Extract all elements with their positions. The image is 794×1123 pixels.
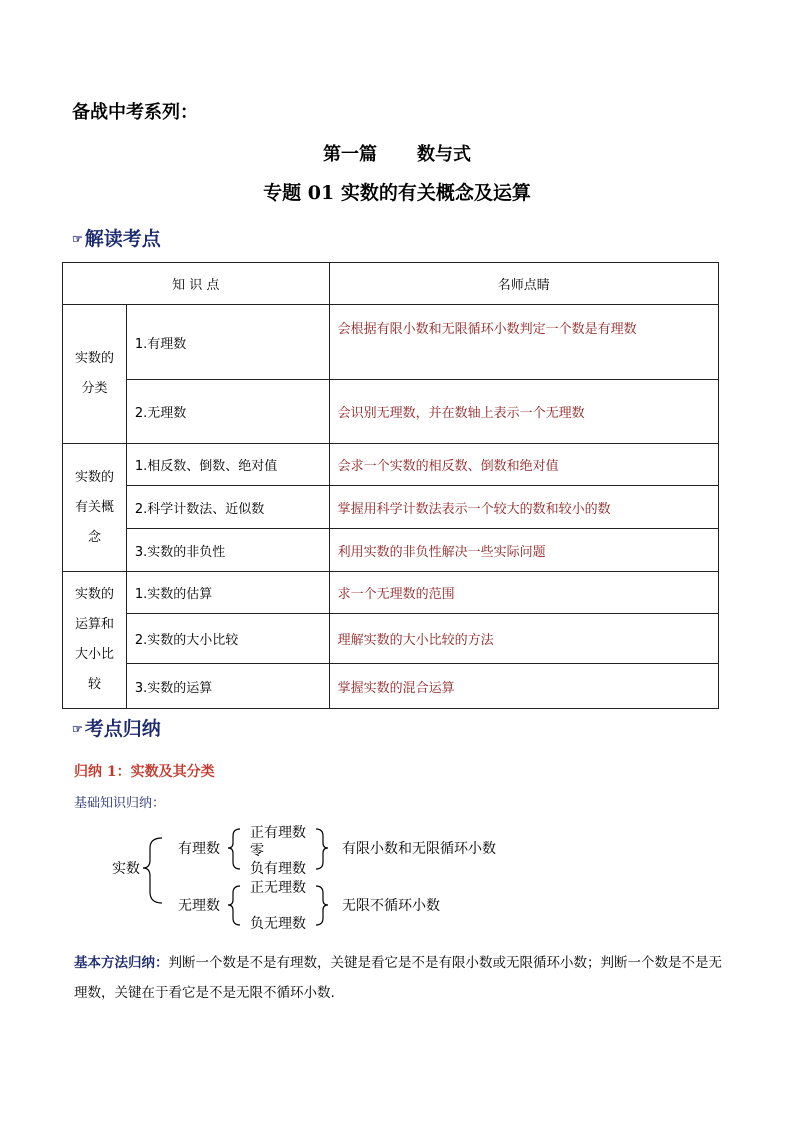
header-tips: 名师点睛 <box>329 263 718 305</box>
tree-pos-rational: 正有理数 <box>250 825 306 841</box>
table-row <box>63 380 719 444</box>
method-label: 基本方法归纳： <box>74 955 169 971</box>
tree-neg-rational: 负有理数 <box>250 861 306 877</box>
tree-irrational: 无理数 <box>178 898 220 914</box>
table-row <box>63 614 719 664</box>
tip-cell: 掌握用科学计数法表示一个较大的数和较小的数 <box>329 486 718 529</box>
topic-title: 专题 01 实数的有关概念及运算 <box>263 182 531 204</box>
point-cell: 1.相反数、倒数、绝对值 <box>126 444 329 486</box>
knowledge-table <box>62 262 719 709</box>
section-heading-summary <box>72 714 161 741</box>
point-cell: 1.有理数 <box>126 305 329 380</box>
point-cell: 2.无理数 <box>126 380 329 444</box>
tip-cell: 掌握实数的混合运算 <box>329 664 718 709</box>
category-cell: 实数的 运算和 大小比 较 <box>63 572 127 709</box>
point-cell: 3.实数的运算 <box>126 664 329 709</box>
tree-irrational-desc: 无限不循环小数 <box>342 898 440 914</box>
induction-heading: 归纳 1：实数及其分类 <box>74 764 215 780</box>
tree-neg-irrational: 负无理数 <box>250 916 306 932</box>
point-cell: 2.实数的大小比较 <box>126 614 329 664</box>
tree-pos-irrational: 正无理数 <box>250 880 306 896</box>
tip-cell: 理解实数的大小比较的方法 <box>329 614 718 664</box>
point-cell: 2.科学计数法、近似数 <box>126 486 329 529</box>
tree-rational: 有理数 <box>178 841 220 857</box>
pointing-hand-icon: ☞ <box>72 722 83 736</box>
table-row <box>63 486 719 529</box>
part-name: 数与式 <box>417 144 471 165</box>
tip-cell: 利用实数的非负性解决一些实际问题 <box>329 529 718 572</box>
table-header-row <box>63 263 719 305</box>
tip-cell: 会根据有限小数和无限循环小数判定一个数是有理数 <box>329 305 718 380</box>
part-number: 第一篇 <box>323 144 377 165</box>
category-cell: 实数的 分类 <box>63 305 127 444</box>
table-row <box>63 305 719 380</box>
point-cell: 3.实数的非负性 <box>126 529 329 572</box>
table-row <box>63 444 719 486</box>
tree-zero: 零 <box>250 843 264 859</box>
tree-root: 实数 <box>112 861 140 877</box>
pointing-hand-icon: ☞ <box>72 232 83 246</box>
tip-cell: 会求一个实数的相反数、倒数和绝对值 <box>329 444 718 486</box>
table-row <box>63 529 719 572</box>
section-title: 考点归纳 <box>84 718 161 740</box>
section-heading-read <box>72 224 161 251</box>
section-title: 解读考点 <box>84 228 161 250</box>
category-cell: 实数的 有关概 念 <box>63 444 127 572</box>
table-row <box>63 572 719 614</box>
tip-cell: 求一个无理数的范围 <box>329 572 718 614</box>
method-paragraph <box>74 948 724 1008</box>
tree-rational-desc: 有限小数和无限循环小数 <box>342 841 496 857</box>
part-title <box>0 140 794 166</box>
tip-cell: 会识别无理数，并在数轴上表示一个无理数 <box>329 380 718 444</box>
series-title: 备战中考系列： <box>72 102 198 123</box>
point-cell: 1.实数的估算 <box>126 572 329 614</box>
table-row <box>63 664 719 709</box>
basis-label: 基础知识归纳： <box>74 796 166 811</box>
header-knowledge: 知 识 点 <box>63 263 330 305</box>
method-text: 判断一个数是不是有理数，关键是看它是不是有限小数或无限循环小数；判断一个数是不是无理数，关键在于看它是不是无限不循环小数. <box>74 955 722 1001</box>
